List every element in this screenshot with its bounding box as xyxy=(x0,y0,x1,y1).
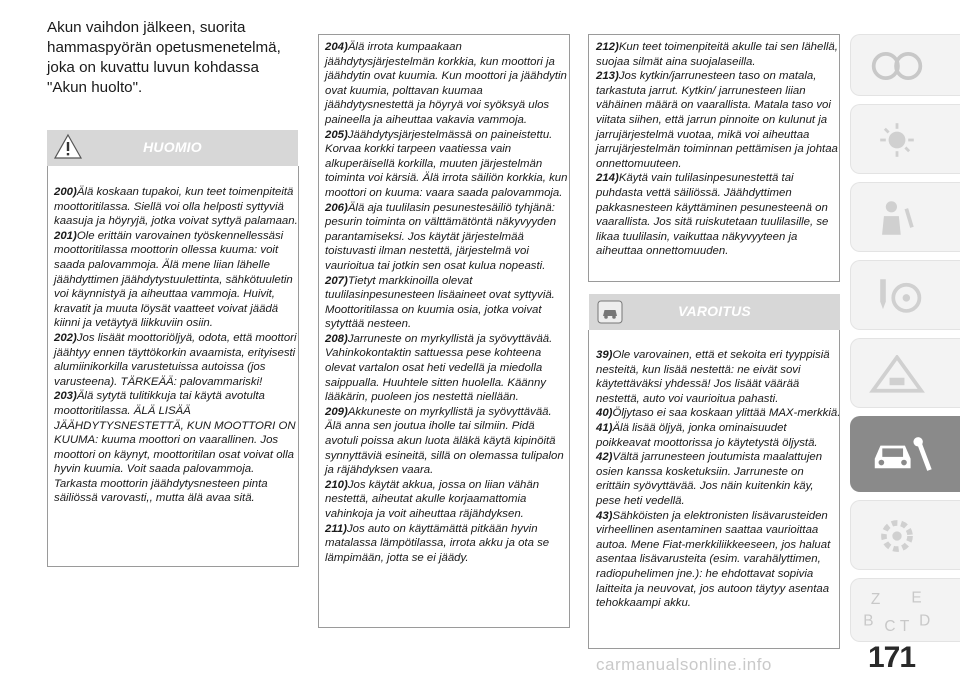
note-text: Jos auto on käyttämättä pitkään hyvin matalassa lämpötilassa, irrota akku ja ota se lämpimään, jotta se ei jäädy. xyxy=(325,522,550,564)
note-text: Tietyt markkinoilla olevat tuulilasinpesunesteen lisäaineet ovat syttyviä. Moottoritilassa on kuumia osia, jotka voivat sytyttää nesteen. xyxy=(325,274,555,331)
note-text: Älä lisää öljyä, jonka ominaisuudet poikkeavat moottorissa jo käytetystä öljystä. xyxy=(596,421,818,449)
note-text: Vältä jarrunesteen joutumista maalattujen osien kanssa kosketuksiin. Jarruneste on erittäin syövyttävää. Jos näin kuitenkin käy, pese heti vedellä. xyxy=(596,451,823,507)
note-text: Jos kytkin/jarrunesteen taso on matala, tarkastuta jarrut. Kytkin/ jarrunesteen liian vähäinen määrä on vaarallista. Matala taso voi viitata siihen, että jarrun pinnoite on kulunut ja jarrujärjestelmä vuotaa, mikä voi aiheuttaa jarrujärjestelmän toiminnan pettämisen ja johtaa onnettomuuteen. xyxy=(596,70,838,170)
watermark: carmanualsonline.info xyxy=(596,655,772,674)
note-number: 210) xyxy=(325,478,348,491)
note-number: 212) xyxy=(596,41,619,53)
note-item xyxy=(325,40,570,128)
note-item xyxy=(596,69,841,171)
huomio-items-col2 xyxy=(325,40,570,565)
note-number: 42) xyxy=(596,451,613,464)
seatbelt-icon xyxy=(869,199,925,237)
varoitus-items xyxy=(596,348,841,611)
note-text: Älä aja tuulilasin pesunestesäiliö tyhjänä: pesurin toiminta on välttämätöntä näkyvyyden parantamiseksi. Jos käytät järjestelmää toistuvasti ilman nestettä, järjestelmä voi vaurioitua tai jotkin sen osat kulua nopeasti. xyxy=(325,201,557,272)
note-text: Kun teet toimenpiteitä akulle tai sen lähellä, suojaa silmät aina suojalaseilla. xyxy=(596,41,838,68)
note-text: Öljytaso ei saa koskaan ylittää MAX-merkkiä. xyxy=(612,407,841,420)
index-tab[interactable] xyxy=(850,578,960,642)
note-number: 208) xyxy=(325,332,348,345)
note-item xyxy=(325,522,570,566)
note-text: Jos käytät akkua, jossa on liian vähän nestettä, aiheutat akulle korjaamattomia vahinkoja ja voit aiheuttaa räjähdyksen. xyxy=(325,478,540,520)
note-text: Akkuneste on myrkyllistä ja syövyttävää. Älä anna sen joutua iholle tai silmiin. Pidä avotuli poissa akun luota äläkä käytä kipinöitä synnyttäviä esineitä, sillä on olemassa tulipalon ja räjähdyksen vaara. xyxy=(325,405,564,477)
note-item xyxy=(596,450,841,508)
note-number: 41) xyxy=(596,421,613,434)
note-number: 211) xyxy=(325,522,347,535)
varoitus-header xyxy=(589,294,840,330)
page-number: 171 xyxy=(868,641,916,674)
index-letter-e: E xyxy=(911,589,922,607)
note-number: 209) xyxy=(325,405,348,418)
note-number: 207) xyxy=(325,274,348,287)
note-item xyxy=(596,509,841,611)
note-item xyxy=(596,406,841,421)
note-number: 43) xyxy=(596,509,613,522)
lights-tab[interactable] xyxy=(850,182,960,252)
note-text: Käytä vain tulilasinpesunestettä tai puhdasta vettä säiliössä. Jäähdyttimen pakkasnesteen käyttäminen pesunesteenä on vaarallista. Jos sitä ruiskutetaan tuulilasille, se likaa tuulilasin, vaikuttaa näkyvyyteen ja aiheuttaa onnettomuuden. xyxy=(596,172,829,258)
note-item xyxy=(54,331,299,389)
emergency-tab[interactable] xyxy=(850,338,960,408)
dashboard-tab[interactable] xyxy=(850,34,960,96)
index-letter-d: D xyxy=(919,612,931,630)
note-number: 214) xyxy=(596,172,619,185)
gear-icon xyxy=(869,517,925,555)
technical-data-tab[interactable] xyxy=(850,500,960,570)
note-item xyxy=(596,421,841,450)
huomio-header xyxy=(47,130,298,166)
note-text: Jarruneste on myrkyllistä ja syövyttävää. Vahinkokontaktin sattuessa pese kohteena olevat vartalon osat heti vedellä ja miedolla saippualla. Huuhtele sitten huolella. Käänny lääkärin, puoleen jos nestettä niellään. xyxy=(325,332,553,404)
huomio-title: HUOMIO xyxy=(143,139,202,155)
note-item xyxy=(54,389,299,506)
intro-text: Akun vaihdon jälkeen, suorita hammaspyörän opetusmenetelmä, joka on kuvattu luvun kohdassa "Akun huolto". xyxy=(47,19,281,96)
note-text: Ole varovainen, että et sekoita eri tyyppisiä nesteitä, kun lisää nestettä: ne eivät sovi käytettäväksi yhdessä! Jos lisäät väärää nestettä, auto voi vaurioitua pahasti. xyxy=(596,349,830,405)
note-text: Ole erittäin varovainen työskennellessäsi moottoritilassa moottorin ollessa kuuma: voit saada palovammoja. Älä mene liian lähelle jäähdyttimen jäähdytystuulettinta, sähkötuuletin voi käynnistyä ja aiheuttaa vammoja. Huivit, kravatit ja muuta löysät vaatteet voivat jäädä kiinni ja vetäytyä liikkuviin osiin. xyxy=(54,229,293,330)
huomio-items-col3 xyxy=(596,40,841,259)
emergency-icon xyxy=(869,355,925,393)
starting-tab[interactable] xyxy=(850,260,960,330)
note-item xyxy=(325,332,570,405)
note-number: 39) xyxy=(596,349,613,361)
note-number: 40) xyxy=(596,407,613,420)
index-letter-t: T xyxy=(899,618,910,636)
note-number: 213) xyxy=(596,70,619,83)
note-item xyxy=(325,405,570,478)
note-text: Jäähdytysjärjestelmässä on paineistettu. Korvaa korkki tarpeen vaatiessa vain alkuperäisellä korkilla, muuten järjestelmän toiminta voi kärsiä. Älä irrota säiliön korkkia, kun moottori on kuuma: vaara saada palovammoja. xyxy=(325,128,568,199)
key-steering-icon xyxy=(869,277,925,315)
maintenance-tab[interactable] xyxy=(850,416,960,492)
note-item xyxy=(54,229,299,331)
note-text: Älä sytytä tulitikkuja tai käytä avotulta moottoritilassa. ÄLÄ LISÄÄ JÄÄHDYTYSNESTETTÄ, KUN MOOTTORI ON KUUMA: kuuma moottori on vaarallinen. Jos moottori on käynyt, moottoritilan osat voivat olla hyvin kuumia. Voit saada palovammoja. Tarkasta moottorin jäähdytysnesteen pinta säiliössä varovasti,, mutta älä avaa sitä. xyxy=(54,390,296,505)
note-text: Älä koskaan tupakoi, kun teet toimenpiteitä moottoritilassa. Siellä voi olla helposti syttyviä kaasuja ja höyryjä, jotka voivat syttyä palamaan. xyxy=(54,186,298,228)
index-letter-z: Z xyxy=(870,591,881,609)
alphabet-index-icon xyxy=(857,583,935,637)
lights-icon xyxy=(869,121,925,159)
note-number: 201) xyxy=(54,229,77,242)
note-item xyxy=(596,348,841,406)
note-number: 205) xyxy=(325,128,348,141)
note-number: 203) xyxy=(54,390,77,403)
dashboard-icon xyxy=(869,47,925,85)
chapter-sidebar xyxy=(850,34,960,674)
note-text: Sähköisten ja elektronisten lisävarusteiden virheellinen asentaminen saattaa vaurioittaa autoa. Mene Fiat-merkkiliikkeeseen, jos haluat asentaa lisävarusteita (esim. varahälyttimen, radiopuhelimen jne.): he ehdottavat sopivia laitteita ja neuvovat, jos autoon täytyy asentaa tehokkaampi akku. xyxy=(596,509,831,610)
note-number: 204) xyxy=(325,41,348,53)
car-maintenance-icon xyxy=(871,434,937,476)
note-item xyxy=(325,478,570,522)
index-letter-b: B xyxy=(863,612,874,630)
note-item xyxy=(325,201,570,274)
note-item xyxy=(54,185,299,229)
note-item xyxy=(325,128,570,201)
note-item xyxy=(325,274,570,332)
note-number: 206) xyxy=(325,201,348,214)
varoitus-title: VAROITUS xyxy=(678,303,751,319)
index-letter-c: C xyxy=(884,618,896,636)
note-item xyxy=(596,171,841,259)
note-text: Jos lisäät moottoriöljyä, odota, että moottori jäähtyy ennen täyttökorkin avaamista, erityisesti alumiinikorkilla varustetuissa autoissa (jos varusteena). TÄRKEÄÄ: palovammariski! xyxy=(54,331,297,388)
note-item xyxy=(596,40,841,69)
note-number: 202) xyxy=(54,331,77,344)
note-number: 200) xyxy=(54,186,77,198)
huomio-items-col1 xyxy=(54,185,299,506)
note-text: Älä irrota kumpaakaan jäähdytysjärjestelmän korkkia, kun moottori ja jäähdytin ovat kuumia. Kun moottori ja jäähdytin ovat kuumia, polttavan kuumaa jäähdytysnestettä ja höyryä voi syöksyä ulos paineella ja aiheuttaa vakavia vammoja. xyxy=(325,41,567,126)
safety-tab[interactable] xyxy=(850,104,960,174)
